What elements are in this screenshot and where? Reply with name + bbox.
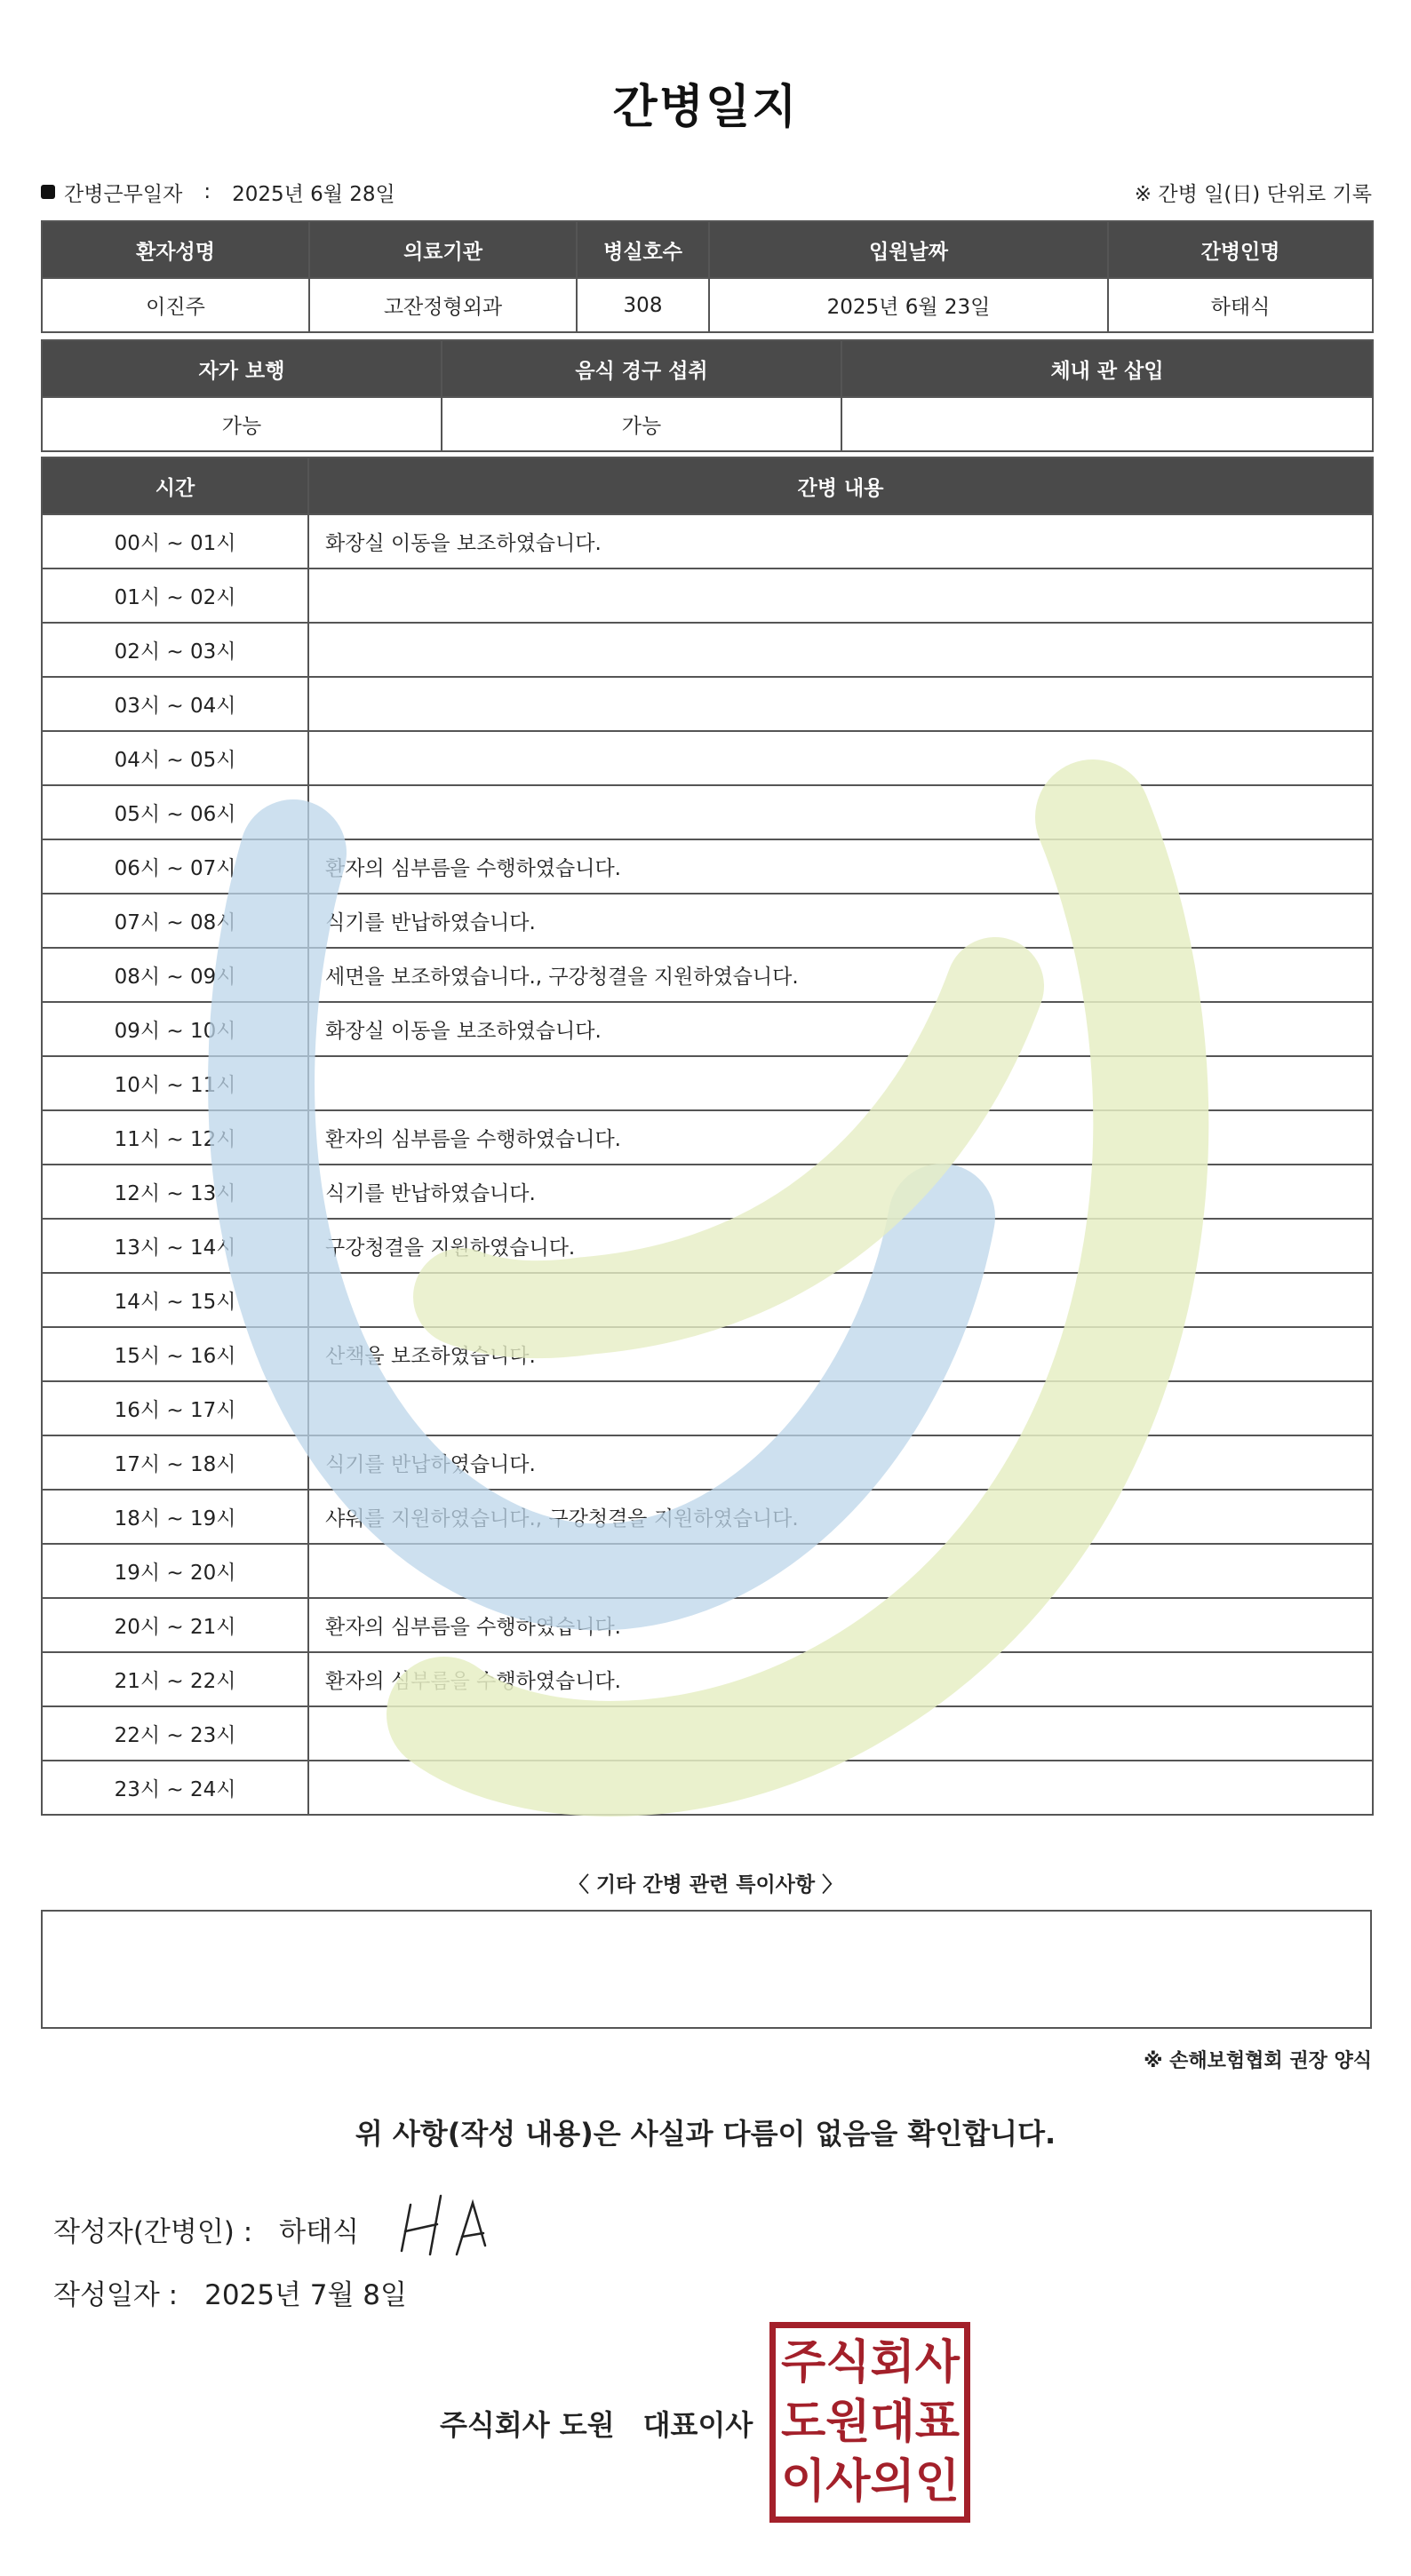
seal-character: 원 [825,2394,871,2449]
patient-info-table [41,220,1374,333]
work-date-separator: : [203,180,211,203]
time-cell: 01시 ~ 02시 [42,568,308,623]
care-content-cell: 환자의 심부름을 수행하였습니다. [308,839,1373,894]
care-content-cell [308,1544,1373,1598]
admission-date-header: 입원날짜 [709,221,1108,278]
table-row [42,1327,1373,1381]
time-cell: 19시 ~ 20시 [42,1544,308,1598]
seal-character: 대 [870,2394,915,2449]
writer-row [53,2209,359,2249]
time-cell: 21시 ~ 22시 [42,1652,308,1706]
table-row [42,785,1373,839]
time-cell: 08시 ~ 09시 [42,948,308,1002]
seal-character: 이 [781,2453,826,2508]
caregiver-name-value: 하태식 [1108,278,1373,332]
care-content-cell [308,785,1373,839]
writer-name: 하태식 [279,2216,360,2248]
care-content-cell [308,731,1373,785]
work-date-label: 간병근무일자 [64,182,183,206]
time-cell: 03시 ~ 04시 [42,677,308,731]
care-content-header: 간병 내용 [308,457,1373,514]
write-date-value: 2025년 7월 8일 [204,2279,407,2311]
time-cell: 22시 ~ 23시 [42,1706,308,1761]
time-cell: 04시 ~ 05시 [42,731,308,785]
seal-character: 주 [781,2335,826,2390]
table-row [42,1490,1373,1544]
table-row [42,1544,1373,1598]
table-row [42,894,1373,948]
care-content-cell [308,1273,1373,1327]
seal-character: 도 [781,2394,826,2449]
table-row [42,1381,1373,1435]
time-cell: 07시 ~ 08시 [42,894,308,948]
work-date-row [41,174,1372,210]
square-bullet-icon [41,185,55,199]
seal-character: 식 [825,2335,871,2390]
care-content-cell: 화장실 이동을 보조하였습니다. [308,1002,1373,1056]
care-content-cell: 식기를 반납하였습니다. [308,1435,1373,1490]
time-cell: 05시 ~ 06시 [42,785,308,839]
time-cell: 02시 ~ 03시 [42,623,308,677]
care-content-cell: 세면을 보조하였습니다., 구강청결을 지원하였습니다. [308,948,1373,1002]
time-cell: 09시 ~ 10시 [42,1002,308,1056]
self-walking-value: 가능 [42,397,442,451]
table-row [42,1435,1373,1490]
hospital-header: 의료기관 [309,221,577,278]
care-content-cell: 산책을 보조하였습니다. [308,1327,1373,1381]
time-cell: 12시 ~ 13시 [42,1165,308,1219]
care-content-cell: 환자의 심부름을 수행하였습니다. [308,1652,1373,1706]
company-signature-line [440,2403,753,2444]
time-cell: 06시 ~ 07시 [42,839,308,894]
patient-name-header: 환자성명 [42,221,309,278]
care-content-cell: 식기를 반납하였습니다. [308,894,1373,948]
table-row [42,1056,1373,1110]
table-row [42,1110,1373,1165]
care-content-cell: 환자의 심부름을 수행하였습니다. [308,1598,1373,1652]
seal-character: 사 [825,2453,871,2508]
table-row [42,1761,1373,1815]
table-row [42,568,1373,623]
time-cell: 10시 ~ 11시 [42,1056,308,1110]
care-content-cell [308,677,1373,731]
table-row [42,1706,1373,1761]
table-row [42,1598,1373,1652]
seal-character: 표 [914,2394,960,2449]
seal-character: 인 [914,2453,960,2508]
care-content-cell [308,1706,1373,1761]
tube-insertion-value [841,397,1373,451]
care-content-cell [308,1381,1373,1435]
oral-intake-header: 음식 경구 섭취 [442,340,841,397]
confirmation-statement: 위 사항(작성 내용)은 사실과 다름이 없음을 확인합니다. [355,2117,1056,2151]
care-content-cell: 샤워를 지원하였습니다., 구강청결을 지원하였습니다. [308,1490,1373,1544]
care-content-cell [308,623,1373,677]
oral-intake-value: 가능 [442,397,841,451]
time-cell: 00시 ~ 01시 [42,514,308,568]
write-date-label: 작성일자 : [53,2279,179,2311]
work-date-value: 2025년 6월 28일 [232,182,395,206]
care-content-cell [308,1761,1373,1815]
company-seal-stamp [769,2322,970,2523]
care-content-cell: 구강청결을 지원하였습니다. [308,1219,1373,1273]
time-cell: 18시 ~ 19시 [42,1490,308,1544]
room-value: 308 [577,278,709,332]
time-cell: 13시 ~ 14시 [42,1219,308,1273]
handwritten-signature [391,2187,515,2267]
room-header: 병실호수 [577,221,709,278]
self-walking-header: 자가 보행 [42,340,442,397]
caregiver-name-header: 간병인명 [1108,221,1373,278]
table-row [42,948,1373,1002]
care-content-cell: 화장실 이동을 보조하였습니다. [308,514,1373,568]
table-row [42,731,1373,785]
writer-label: 작성자(간병인) : [53,2216,253,2248]
table-row [42,1219,1373,1273]
tube-insertion-header: 체내 관 삽입 [841,340,1373,397]
hospital-value: 고잔정형외과 [309,278,577,332]
table-row [42,1273,1373,1327]
care-content-cell: 환자의 심부름을 수행하였습니다. [308,1110,1373,1165]
seal-character: 의 [870,2453,915,2508]
patient-name-value: 이진주 [42,278,309,332]
write-date-row [53,2272,407,2312]
time-cell: 23시 ~ 24시 [42,1761,308,1815]
unit-note: ※ 간병 일(日) 단위로 기록 [1134,182,1372,206]
patient-status-table [41,339,1374,452]
seal-character: 회 [870,2335,915,2390]
care-log-table [41,457,1374,1816]
time-cell: 16시 ~ 17시 [42,1381,308,1435]
time-header: 시간 [42,457,308,514]
table-row [42,514,1373,568]
ceo-title: 대표이사 [642,2408,753,2442]
company-name: 주식회사 도원 [440,2408,615,2442]
table-row [42,839,1373,894]
care-content-cell: 식기를 반납하였습니다. [308,1165,1373,1219]
time-cell: 14시 ~ 15시 [42,1273,308,1327]
notes-box [41,1910,1372,2029]
time-cell: 11시 ~ 12시 [42,1110,308,1165]
document-title: 간병일지 [612,81,799,134]
time-cell: 17시 ~ 18시 [42,1435,308,1490]
time-cell: 20시 ~ 21시 [42,1598,308,1652]
table-row [42,1652,1373,1706]
recommend-note: ※ 손해보험협회 권장 양식 [1144,2050,1372,2072]
admission-date-value: 2025년 6월 23일 [709,278,1108,332]
care-content-cell [308,568,1373,623]
care-content-cell [308,1056,1373,1110]
time-cell: 15시 ~ 16시 [42,1327,308,1381]
notes-title: 〈 기타 간병 관련 특이사항 〉 [568,1873,843,1896]
table-row [42,1165,1373,1219]
table-row [42,1002,1373,1056]
seal-character: 사 [914,2335,960,2390]
table-row [42,623,1373,677]
table-row [42,677,1373,731]
